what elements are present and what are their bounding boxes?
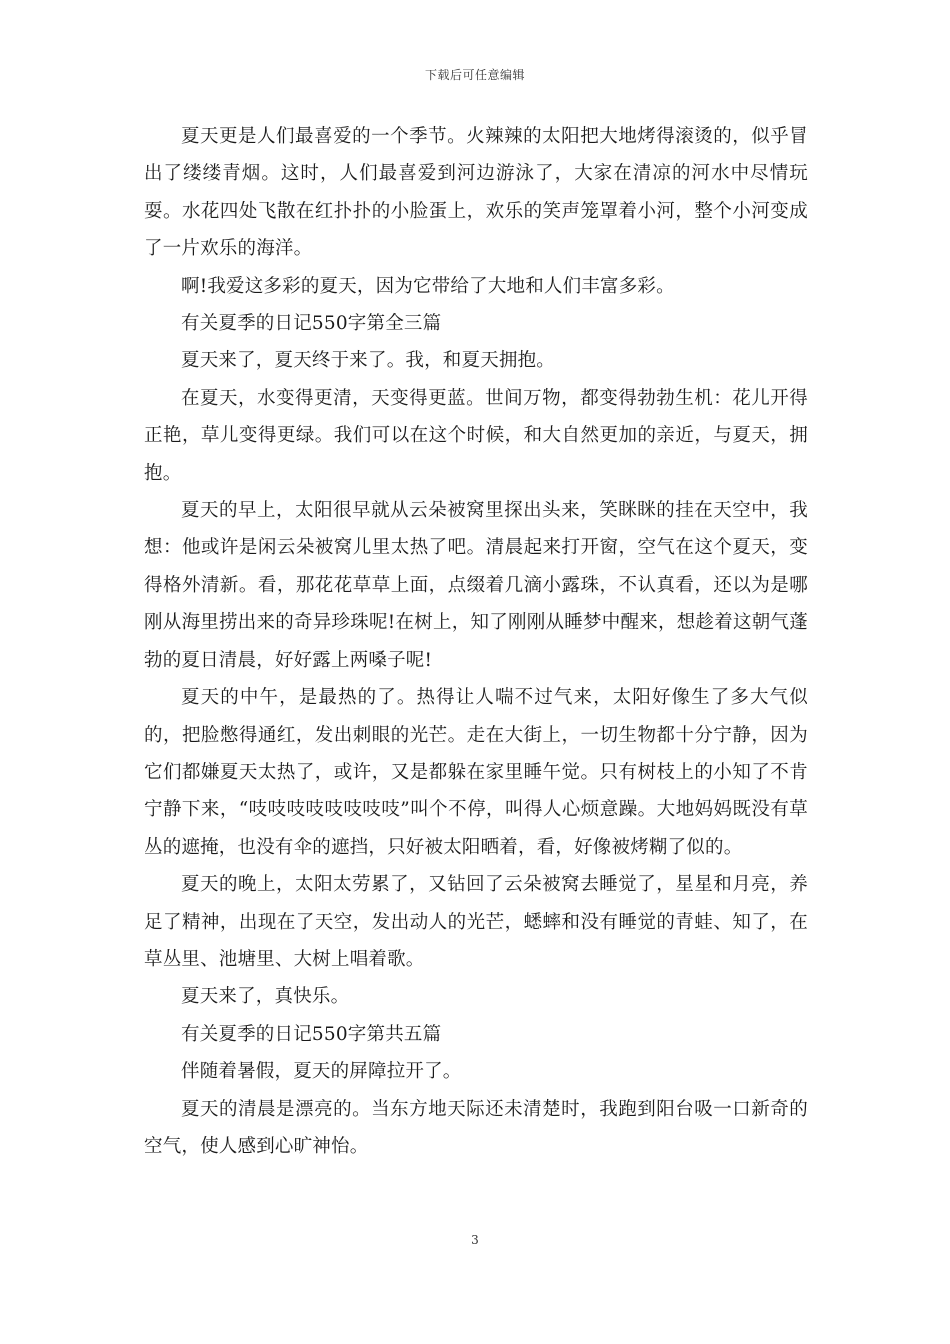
- paragraph: 夏天更是人们最喜爱的一个季节。火辣辣的太阳把大地烤得滚烫的，似乎冒出了缕缕青烟。这时，人们最喜爱到河边游泳了，大家在清凉的河水中尽情玩耍。水花四处飞散在红扑扑的小脸蛋上，欢乐的笑声笼罩着小河，整个小河变成了一片欢乐的海洋。: [144, 126, 808, 260]
- paragraph: 夏天的清晨是漂亮的。当东方地天际还未清楚时，我跑到阳台吸一口新奇的空气，使人感到心旷神怡。: [144, 1098, 808, 1157]
- paragraph: 夏天来了，真快乐。: [181, 986, 350, 1008]
- page-header: 下载后可任意编辑: [424, 68, 525, 82]
- section-heading: 有关夏季的日记550字第共五篇: [181, 1023, 442, 1045]
- paragraph: 伴随着暑假，夏天的屏障拉开了。: [181, 1061, 462, 1083]
- paragraph: 在夏天，水变得更清，天变得更蓝。世间万物，都变得勃勃生机：花儿开得正艳，草儿变得更绿。我们可以在这个时候，和大自然更加的亲近，与夏天，拥抱。: [144, 387, 808, 484]
- paragraph: 夏天的晚上，太阳太劳累了，又钻回了云朵被窝去睡觉了，星星和月亮，养足了精神，出现在了天空，发出动人的光芒，蟋蟀和没有睡觉的青蛙、知了，在草丛里、池塘里、大树上唱着歌。: [144, 874, 808, 970]
- page-number: 3: [471, 1233, 479, 1247]
- paragraph: 夏天的早上，太阳很早就从云朵被窝里探出头来，笑眯眯的挂在天空中，我想：他或许是闲云朵被窝儿里太热了吧。清晨起来打开窗，空气在这个夏天，变得格外清新。看，那花花草草上面，点缀着几滴小露珠，不认真看，还以为是哪刚从海里捞出来的奇异珍珠呢!在树上，知了刚刚从睡梦中醒来，想趁着这朝气蓬勃的夏日清晨，好好露上两嗓子呢!: [144, 500, 808, 671]
- paragraph: 夏天的中午，是最热的了。热得让人喘不过气来，太阳好像生了多大气似的，把脸憋得通红，发出刺眼的光芒。走在大街上，一切生物都十分宁静，因为它们都嫌夏天太热了，或许，又是都躲在家里睡午觉。只有树枝上的小知了不肯宁静下来，“吱吱吱吱吱吱吱吱”叫个不停，叫得人心烦意躁。大地妈妈既没有草丛的遮掩，也没有伞的遮挡，只好被太阳晒着，看，好像被烤糊了似的。: [144, 687, 808, 858]
- paragraph: 夏天来了，夏天终于来了。我，和夏天拥抱。: [181, 350, 556, 372]
- document-body: [144, 118, 808, 1165]
- paragraph: 啊!我爱这多彩的夏天，因为它带给了大地和人们丰富多彩。: [181, 275, 675, 297]
- section-heading: 有关夏季的日记550字第全三篇: [181, 313, 442, 335]
